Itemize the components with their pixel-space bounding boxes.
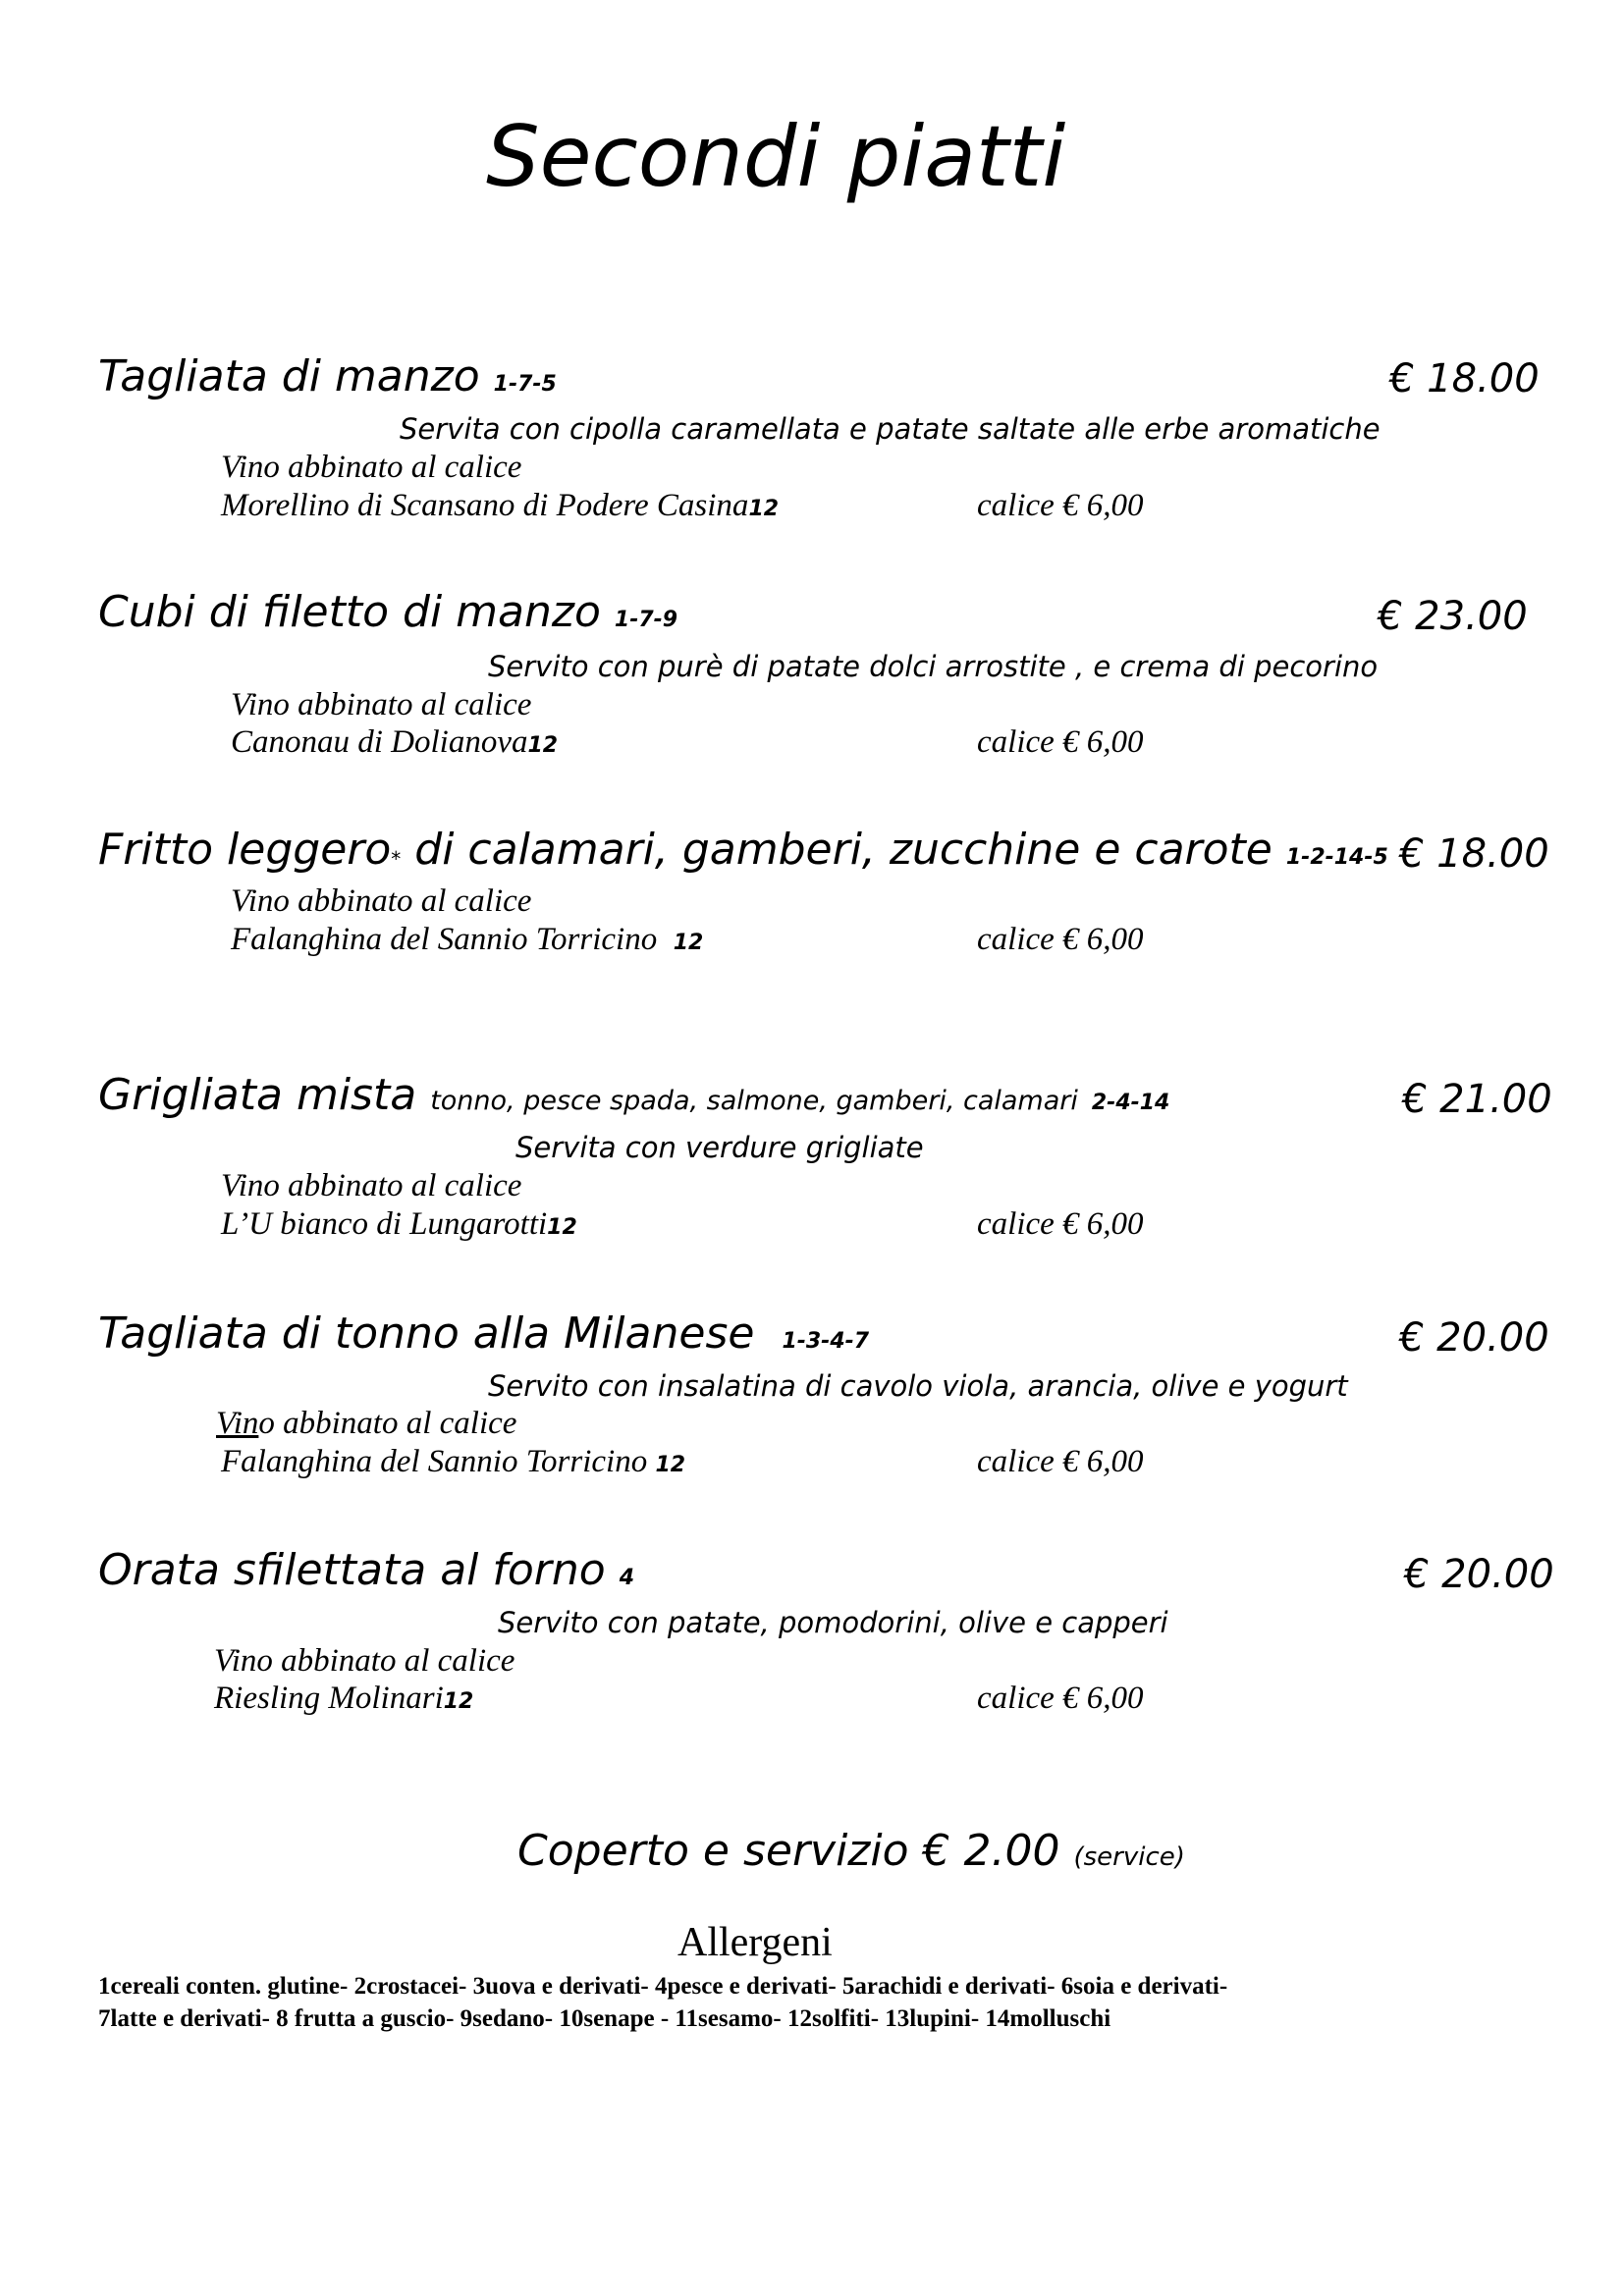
- allergens-title: Allergeni: [677, 1920, 833, 1965]
- dish-price: € 20.00: [1399, 1315, 1549, 1361]
- wine-price: calice € 6,00: [977, 488, 1144, 523]
- wine-allergen-code: 12: [673, 931, 704, 955]
- allergen-codes: 1-7-5: [493, 372, 557, 397]
- wine-title: Canonau di Dolianova: [231, 724, 528, 760]
- allergen-codes: 1-2-14-5: [1285, 845, 1388, 870]
- allergen-codes: 1-7-9: [614, 608, 678, 632]
- cover-charge-note: (service): [1073, 1842, 1185, 1872]
- wine-pairing-label: Vino abbinato al calice: [221, 1168, 522, 1203]
- dish-description: Servito con insalatina di cavolo viola, arancia, olive e yogurt: [488, 1369, 1348, 1403]
- dish-name: [98, 587, 677, 637]
- wine-name: [221, 1444, 685, 1480]
- dish-price: € 18.00: [1399, 831, 1549, 877]
- wine-name: [231, 922, 703, 958]
- wine-price: calice € 6,00: [977, 1206, 1144, 1242]
- wine-title: Riesling Molinari: [214, 1681, 444, 1716]
- allergens-legend-line2: 7latte e derivati- 8 frutta a guscio- 9sedano- 10senape - 11sesamo- 12solfiti- 13lupini- 14molluschi: [98, 2005, 1111, 2032]
- dish-title: Grigliata mista: [98, 1070, 417, 1120]
- dish-name: [98, 351, 557, 401]
- cover-charge-text: Coperto e servizio € 2.00: [517, 1826, 1060, 1876]
- allergen-codes: 1-3-4-7: [782, 1329, 870, 1354]
- dish-price: € 23.00: [1378, 594, 1528, 639]
- dish-name: [98, 825, 1388, 875]
- dish-ingredients: tonno, pesce spada, salmone, gamberi, calamari: [430, 1086, 1078, 1116]
- dish-price: € 21.00: [1402, 1077, 1552, 1122]
- wine-title: Falanghina del Sannio Torricino: [231, 922, 658, 957]
- dish-description: Servita con cipolla caramellata e patate saltate alle erbe aromatiche: [400, 412, 1380, 446]
- allergens-legend-line1: 1cereali conten. glutine- 2crostacei- 3uova e derivati- 4pesce e derivati- 5arachidi e derivati- 6soia e derivati-: [98, 1973, 1228, 2000]
- wine-price: calice € 6,00: [977, 922, 1144, 957]
- wine-pairing-label: Vino abbinato al calice: [231, 883, 532, 919]
- wine-allergen-code: 12: [527, 733, 559, 758]
- allergen-codes: 4: [619, 1566, 634, 1590]
- page-title: Secondi piatti: [486, 108, 1066, 206]
- wine-label-rest: o abbinato al calice: [258, 1406, 517, 1441]
- dish-name: [98, 1545, 634, 1595]
- cover-charge: [517, 1826, 1185, 1876]
- wine-name: [214, 1681, 473, 1717]
- wine-allergen-code: 12: [443, 1689, 474, 1714]
- dish-price: € 20.00: [1404, 1552, 1554, 1597]
- dish-title-part1: Fritto leggero: [98, 825, 392, 875]
- wine-pairing-label: Vino abbinato al calice: [231, 687, 532, 722]
- wine-price: calice € 6,00: [977, 1444, 1144, 1479]
- wine-price: calice € 6,00: [977, 1681, 1144, 1716]
- frozen-star-mark: *: [391, 847, 402, 871]
- wine-name: [221, 488, 779, 524]
- dish-title: Tagliata di tonno alla Milanese: [98, 1308, 755, 1359]
- dish-price: € 18.00: [1389, 356, 1540, 401]
- wine-name: [221, 1206, 577, 1243]
- dish-title: Tagliata di manzo: [98, 351, 480, 401]
- dish-title: Cubi di filetto di manzo: [98, 587, 601, 637]
- dish-description: Servita con verdure grigliate: [515, 1131, 924, 1164]
- wine-label-underlined: Vin: [216, 1406, 259, 1441]
- wine-pairing-label: [216, 1406, 516, 1442]
- wine-allergen-code: 12: [748, 497, 780, 521]
- wine-title: L’U bianco di Lungarotti: [221, 1206, 548, 1242]
- allergen-codes: 2-4-14: [1091, 1091, 1170, 1115]
- wine-title: Morellino di Scansano di Podere Casina: [221, 488, 749, 523]
- wine-pairing-label: Vino abbinato al calice: [214, 1643, 515, 1679]
- dish-title: Orata sfilettata al forno: [98, 1545, 606, 1595]
- wine-price: calice € 6,00: [977, 724, 1144, 760]
- wine-name: [231, 724, 558, 761]
- dish-name: [98, 1308, 869, 1359]
- dish-title-part2: di calamari, gamberi, zucchine e carote: [401, 825, 1272, 875]
- dish-description: Servito con patate, pomodorini, olive e capperi: [498, 1606, 1168, 1639]
- wine-pairing-label: Vino abbinato al calice: [221, 450, 522, 485]
- wine-allergen-code: 12: [655, 1453, 686, 1477]
- wine-allergen-code: 12: [547, 1215, 577, 1240]
- dish-description: Servito con purè di patate dolci arrostite , e crema di pecorino: [488, 650, 1379, 683]
- wine-title: Falanghina del Sannio Torricino: [221, 1444, 648, 1479]
- dish-name: [98, 1070, 1169, 1120]
